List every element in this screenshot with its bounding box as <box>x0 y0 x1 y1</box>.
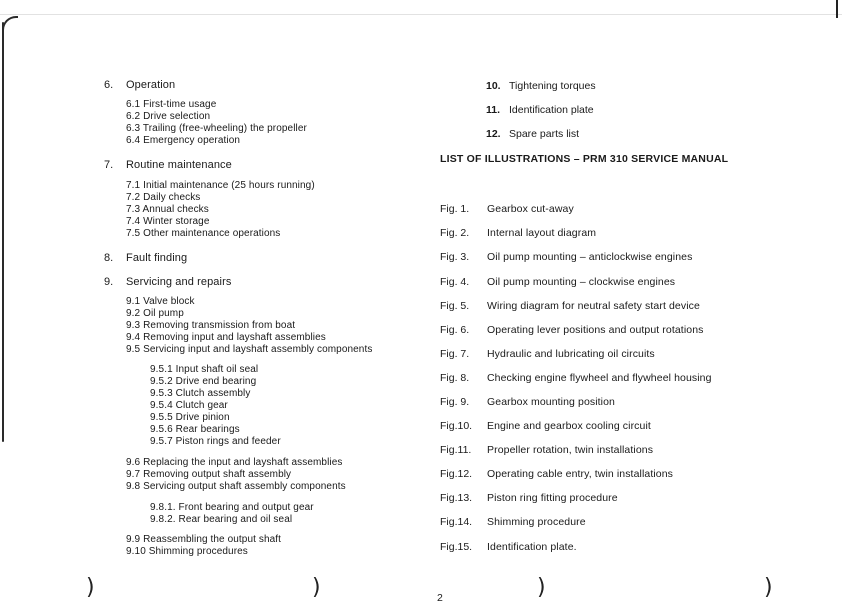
figure-label: Fig.15. <box>440 541 473 553</box>
toc-subitem: 9.5.3 Clutch assembly <box>150 388 251 399</box>
section-number: 12. <box>486 128 501 140</box>
figure-caption: Engine and gearbox cooling circuit <box>487 420 651 432</box>
toc-item: 9.3 Removing transmission from boat <box>126 320 296 331</box>
toc-subitem: 9.8.1. Front bearing and output gear <box>150 502 314 513</box>
toc-item: 9.2 Oil pump <box>126 308 184 319</box>
page-number: 2 <box>437 592 443 604</box>
figure-label: Fig. 3. <box>440 251 470 263</box>
toc-item: 6.1 First-time usage <box>126 99 217 110</box>
toc-subitem: 9.5.5 Drive pinion <box>150 412 230 423</box>
figure-caption: Oil pump mounting – clockwise engines <box>487 276 676 288</box>
section-7-items <box>126 180 315 240</box>
toc-item: 6.2 Drive selection <box>126 111 211 122</box>
section-title-identification-plate: Identification plate <box>509 104 594 116</box>
figure-label: Fig. 8. <box>440 372 470 384</box>
section-9-items-c <box>126 534 281 558</box>
figure-label: Fig. 5. <box>440 300 470 312</box>
section-9-5-subitems <box>150 364 281 448</box>
section-number: 6. <box>104 79 114 91</box>
toc-item: 9.10 Shimming procedures <box>126 546 248 557</box>
toc-item: 9.8 Servicing output shaft assembly components <box>126 481 346 492</box>
toc-item: 9.6 Replacing the input and layshaft assemblies <box>126 457 343 468</box>
figure-caption: Operating lever positions and output rotations <box>487 324 704 336</box>
figure-caption: Gearbox cut-away <box>487 203 574 215</box>
binder-hole-mark: ) <box>86 575 95 600</box>
toc-item: 9.9 Reassembling the output shaft <box>126 534 282 545</box>
toc-item: 7.2 Daily checks <box>126 192 201 203</box>
section-6-items <box>126 99 307 147</box>
toc-item: 7.3 Annual checks <box>126 204 209 215</box>
figure-label: Fig.14. <box>440 516 473 528</box>
section-9-items-b <box>126 457 346 493</box>
toc-item: 9.7 Removing output shaft assembly <box>126 469 292 480</box>
binder-hole-mark: ) <box>312 575 321 600</box>
toc-item: 6.4 Emergency operation <box>126 135 241 146</box>
toc-item: 7.5 Other maintenance operations <box>126 228 281 239</box>
scan-edge-left <box>2 22 4 442</box>
toc-item: 9.4 Removing input and layshaft assemblies <box>126 332 326 343</box>
section-number: 9. <box>104 276 114 288</box>
toc-subitem: 9.5.2 Drive end bearing <box>150 376 257 387</box>
section-title-tightening-torques: Tightening torques <box>509 80 596 92</box>
toc-item: 6.3 Trailing (free-wheeling) the propeller <box>126 123 307 134</box>
figure-caption: Gearbox mounting position <box>487 396 615 408</box>
figure-caption: Checking engine flywheel and flywheel housing <box>487 372 712 384</box>
scan-edge-right <box>836 0 838 18</box>
figure-label: Fig.11. <box>440 444 472 456</box>
toc-subitem: 9.5.6 Rear bearings <box>150 424 240 435</box>
binder-hole-mark: ) <box>537 575 546 600</box>
section-number: 11. <box>486 104 501 116</box>
scan-edge-corner <box>2 16 18 32</box>
figure-label: Fig. 2. <box>440 227 470 239</box>
figure-caption: Internal layout diagram <box>487 227 597 239</box>
toc-item: 7.1 Initial maintenance (25 hours running) <box>126 180 315 191</box>
figure-label: Fig. 7. <box>440 348 470 360</box>
figure-caption: Identification plate. <box>487 541 577 553</box>
section-title-servicing-and-repairs: Servicing and repairs <box>126 276 232 288</box>
figure-label: Fig.10. <box>440 420 473 432</box>
figure-label: Fig.12. <box>440 468 473 480</box>
scan-edge-top <box>0 14 842 15</box>
illustrations-heading: LIST OF ILLUSTRATIONS – PRM 310 SERVICE MANUAL <box>440 153 729 165</box>
binder-hole-mark: ) <box>764 575 773 600</box>
figure-caption: Operating cable entry, twin installations <box>487 468 673 480</box>
section-title-spare-parts-list: Spare parts list <box>509 128 580 140</box>
figure-caption: Propeller rotation, twin installations <box>487 444 654 456</box>
toc-subitem: 9.5.7 Piston rings and feeder <box>150 436 281 447</box>
section-title-operation: Operation <box>126 79 176 91</box>
figure-caption: Hydraulic and lubricating oil circuits <box>487 348 655 360</box>
section-title-routine-maintenance: Routine maintenance <box>126 159 232 171</box>
section-title-fault-finding: Fault finding <box>126 252 188 264</box>
toc-subitem: 9.5.4 Clutch gear <box>150 400 228 411</box>
toc-subitem: 9.5.1 Input shaft oil seal <box>150 364 259 375</box>
figure-label: Fig. 9. <box>440 396 470 408</box>
section-9-8-subitems <box>150 502 314 526</box>
section-9-items <box>126 296 372 356</box>
figure-caption: Wiring diagram for neutral safety start device <box>487 300 700 312</box>
figure-label: Fig.13. <box>440 492 473 504</box>
figure-caption: Oil pump mounting – anticlockwise engines <box>487 251 693 263</box>
toc-item: 7.4 Winter storage <box>126 216 210 227</box>
section-number: 8. <box>104 252 114 264</box>
figure-label: Fig. 4. <box>440 276 470 288</box>
figure-caption: Shimming procedure <box>487 516 586 528</box>
section-number: 10. <box>486 80 501 92</box>
toc-item: 9.1 Valve block <box>126 296 195 307</box>
figure-label: Fig. 6. <box>440 324 470 336</box>
figure-caption: Piston ring fitting procedure <box>487 492 618 504</box>
figure-label: Fig. 1. <box>440 203 470 215</box>
toc-subitem: 9.8.2. Rear bearing and oil seal <box>150 514 293 525</box>
toc-item: 9.5 Servicing input and layshaft assembly components <box>126 344 373 355</box>
section-number: 7. <box>104 159 114 171</box>
